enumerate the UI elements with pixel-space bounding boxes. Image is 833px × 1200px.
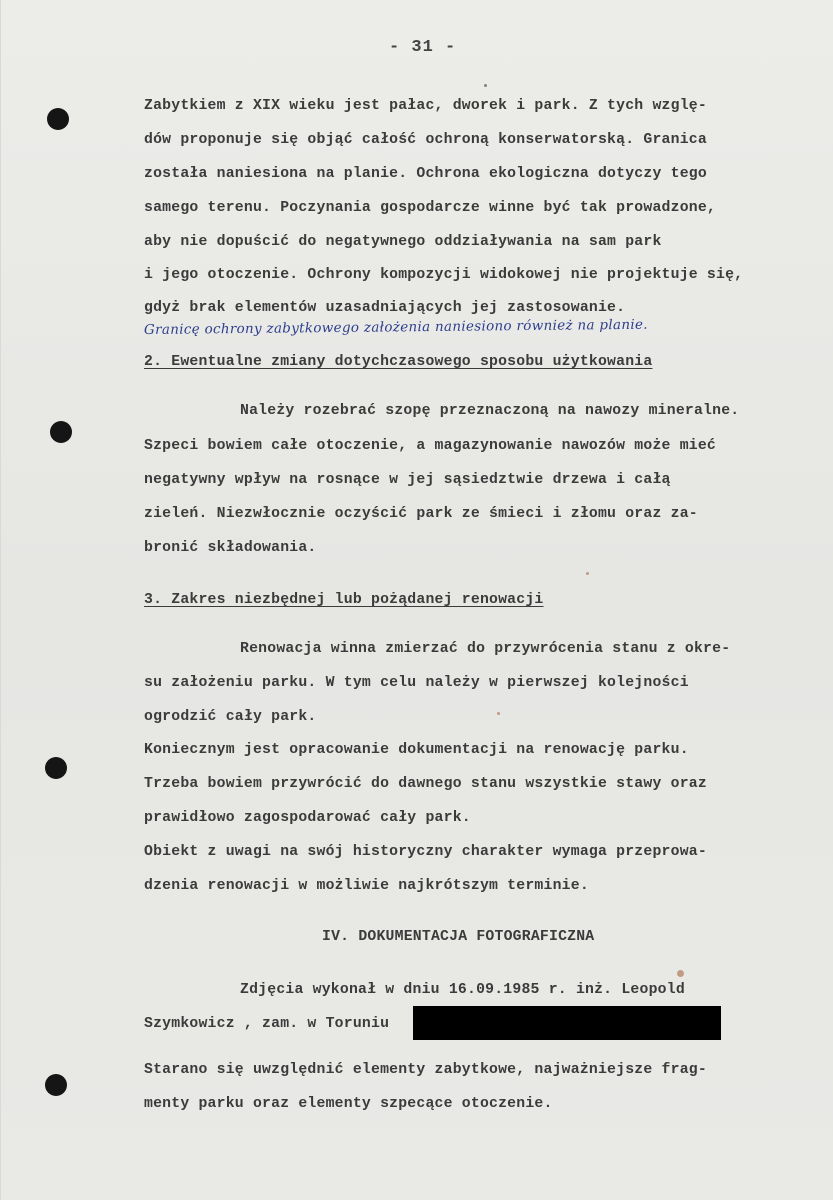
section3-line-8: dzenia renowacji w możliwie najkrótszym terminie. bbox=[144, 878, 589, 894]
section2-line-3: negatywny wpływ na rosnące w jej sąsiedztwie drzewa i całą bbox=[144, 472, 671, 488]
punch-hole-3 bbox=[45, 757, 67, 779]
section4-line-2: Szymkowicz , zam. w Toruniu bbox=[144, 1016, 390, 1032]
section3-heading: 3. Zakres niezbędnej lub pożądanej renowacji bbox=[144, 592, 544, 608]
paragraph1-line-3: została naniesiona na planie. Ochrona ekologiczna dotyczy tego bbox=[144, 166, 707, 182]
section2-line-5: bronić składowania. bbox=[144, 540, 317, 556]
section3-line-7: Obiekt z uwagi na swój historyczny charakter wymaga przeprowa- bbox=[144, 844, 707, 860]
paragraph1-line-6: i jego otoczenie. Ochrony kompozycji widokowej nie projektuje się, bbox=[144, 267, 744, 283]
section4-line-4: menty parku oraz elementy szpecące otoczenie. bbox=[144, 1096, 553, 1112]
paragraph1-line-4: samego terenu. Poczynania gospodarcze winne być tak prowadzone, bbox=[144, 200, 717, 216]
section3-line-5: Trzeba bowiem przywrócić do dawnego stanu wszystkie stawy oraz bbox=[144, 776, 707, 792]
paper-speck bbox=[586, 572, 589, 575]
paragraph1-line-1: Zabytkiem z XIX wieku jest pałac, dworek i park. Z tych wzglę- bbox=[144, 98, 707, 114]
section2-line-2: Szpeci bowiem całe otoczenie, a magazynowanie nawozów może mieć bbox=[144, 438, 717, 454]
section3-line-2: su założeniu parku. W tym celu należy w pierwszej kolejności bbox=[144, 675, 689, 691]
section2-line-1: Należy rozebrać szopę przeznaczoną na nawozy mineralne. bbox=[240, 403, 740, 419]
section2-heading: 2. Ewentualne zmiany dotychczasowego sposobu użytkowania bbox=[144, 354, 653, 370]
section2-line-4: zieleń. Niezwłocznie oczyścić park ze śmieci i złomu oraz za- bbox=[144, 506, 698, 522]
paragraph1-line-7: gdyż brak elementów uzasadniających jej zastosowanie. bbox=[144, 300, 626, 316]
paper-speck bbox=[677, 970, 684, 977]
section3-line-6: prawidłowo zagospodarować cały park. bbox=[144, 810, 471, 826]
section4-line-1: Zdjęcia wykonał w dniu 16.09.1985 r. inż. Leopold bbox=[240, 982, 685, 998]
paragraph1-line-2: dów proponuje się objąć całość ochroną konserwatorską. Granica bbox=[144, 132, 707, 148]
section4-line-3: Starano się uwzględnić elementy zabytkowe, najważniejsze frag- bbox=[144, 1062, 707, 1078]
punch-hole-1 bbox=[47, 108, 69, 130]
section3-line-3: ogrodzić cały park. bbox=[144, 709, 317, 725]
handwritten-note: Granicę ochrony zabytkowego założenia naniesiono również na planie. bbox=[143, 316, 648, 338]
redaction-bar bbox=[413, 1006, 721, 1040]
paper-speck bbox=[484, 84, 487, 87]
section3-line-4: Koniecznym jest opracowanie dokumentacji na renowację parku. bbox=[144, 742, 689, 758]
punch-hole-4 bbox=[45, 1074, 67, 1096]
section3-line-1: Renowacja winna zmierzać do przywrócenia stanu z okre- bbox=[240, 641, 731, 657]
paragraph1-line-5: aby nie dopuścić do negatywnego oddziaływania na sam park bbox=[144, 234, 662, 250]
section4-heading: IV. DOKUMENTACJA FOTOGRAFICZNA bbox=[322, 929, 595, 945]
paper-speck bbox=[497, 712, 500, 715]
page-number: - 31 - bbox=[389, 38, 457, 57]
punch-hole-2 bbox=[50, 421, 72, 443]
